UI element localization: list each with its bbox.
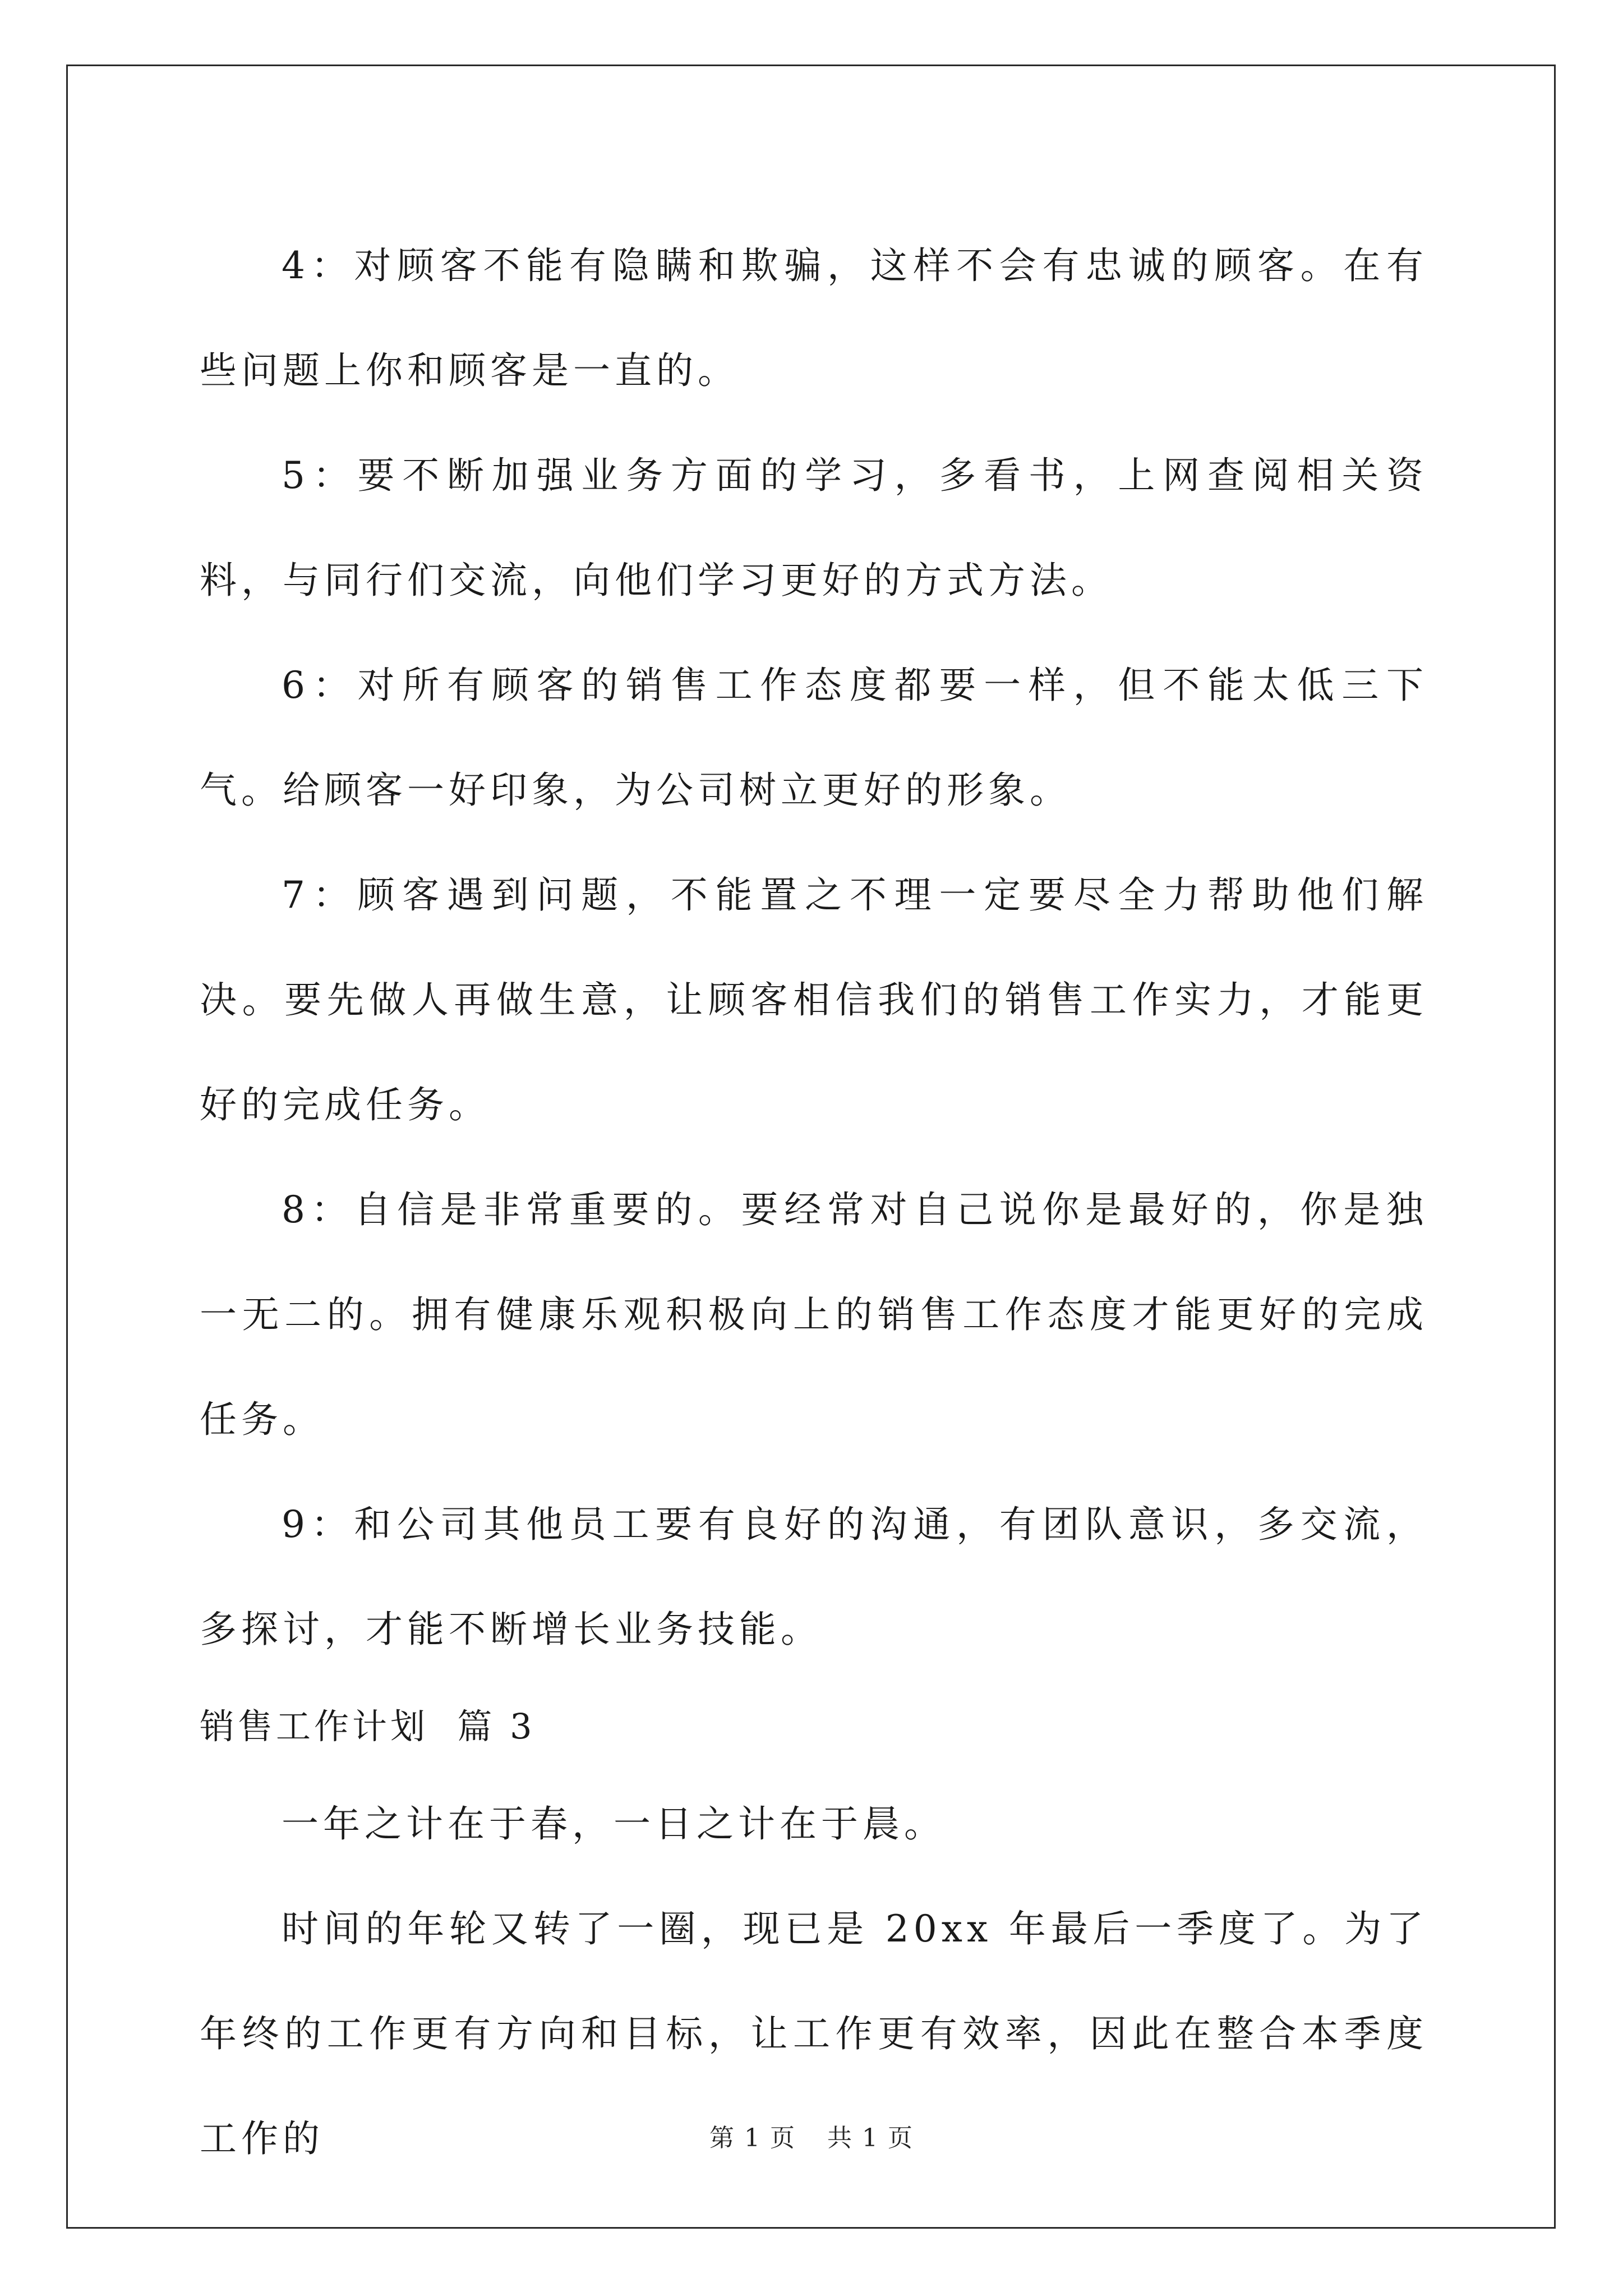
paragraph-item-5: 5：要不断加强业务方面的学习，多看书，上网查阅相关资料，与同行们交流，向他们学习更好的方式方法。	[200, 454, 1428, 602]
section-paragraph-body: 时间的年轮又转了一圈，现已是 20xx 年最后一季度了。为了年终的工作更有方向和目标，让工作更有效率，因此在整合本季度工作的	[200, 1907, 1428, 2160]
page-number: 第 1 页	[709, 2124, 796, 2152]
paragraph-item-6: 6：对所有顾客的销售工作态度都要一样，但不能太低三下气。给顾客一好印象，为公司树立更好的形象。	[200, 664, 1428, 812]
document-body	[200, 213, 1428, 2191]
paragraph-item-8: 8：自信是非常重要的。要经常对自己说你是最好的，你是独一无二的。拥有健康乐观积极向上的销售工作态度才能更好的完成任务。	[200, 1188, 1428, 1441]
section-heading: 销售工作计划 篇 3	[200, 1706, 536, 1747]
paragraph-item-7: 7：顾客遇到问题，不能置之不理一定要尽全力帮助他们解决。要先做人再做生意，让顾客相信我们的销售工作实力，才能更好的完成任务。	[200, 873, 1428, 1126]
paragraph-item-9: 9：和公司其他员工要有良好的沟通，有团队意识，多交流，多探讨，才能不断增长业务技能。	[200, 1503, 1428, 1651]
page-total: 共 1 页	[827, 2124, 914, 2152]
section-paragraph-intro: 一年之计在于春，一日之计在于晨。	[282, 1802, 946, 1846]
page-footer	[0, 2118, 1623, 2154]
paragraph-item-4: 4：对顾客不能有隐瞒和欺骗，这样不会有忠诚的顾客。在有些问题上你和顾客是一直的。	[200, 244, 1428, 392]
